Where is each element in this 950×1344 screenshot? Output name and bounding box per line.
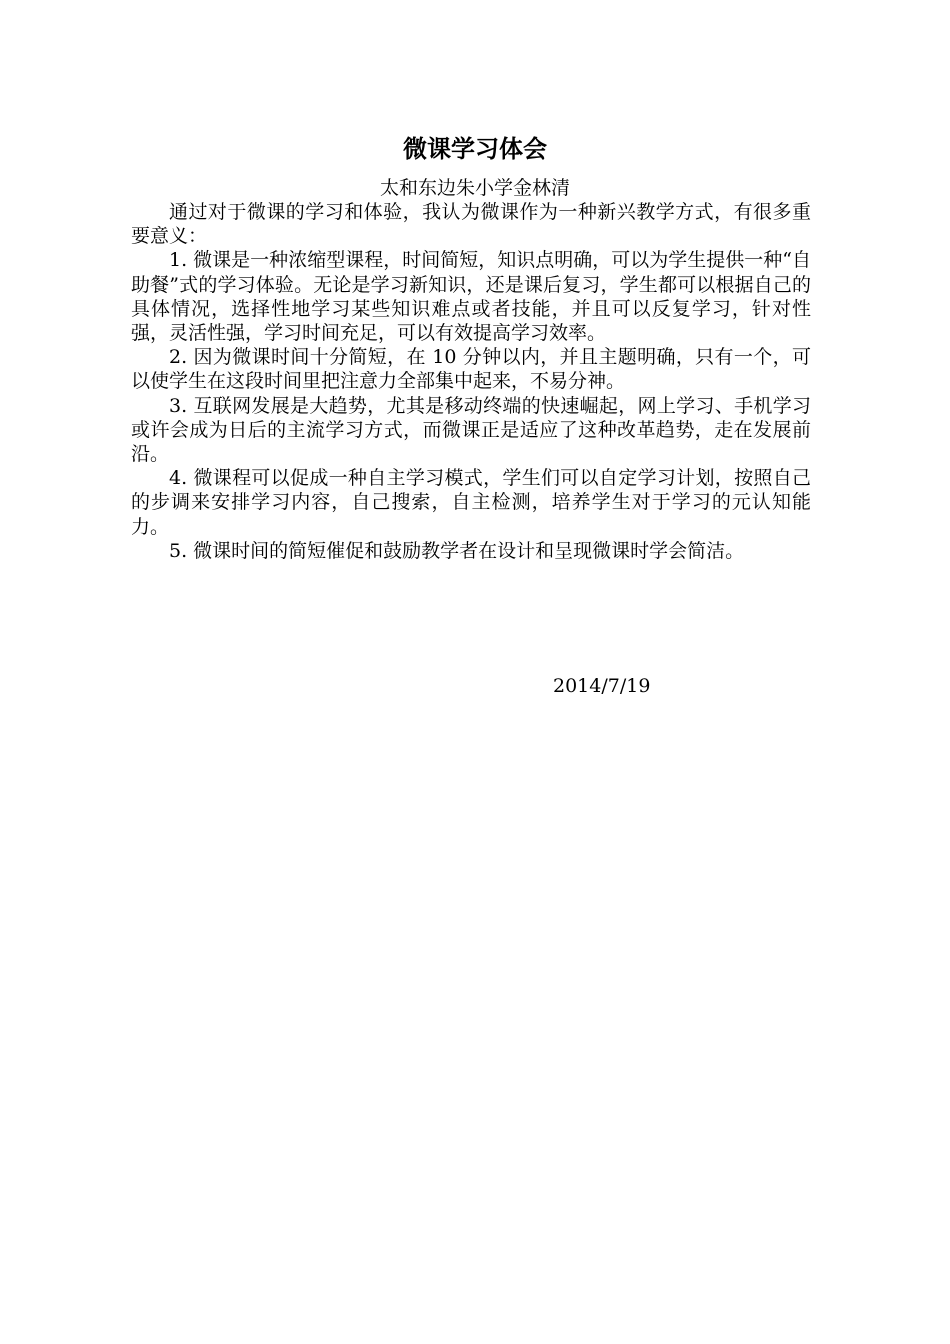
point-paragraph-3: 3. 互联网发展是大趋势，尤其是移动终端的快速崛起，网上学习、手机学习或许会成为日后的主流学习方式，而微课正是适应了这种改革趋势，走在发展前沿。 (131, 394, 811, 466)
intro-paragraph: 通过对于微课的学习和体验，我认为微课作为一种新兴教学方式，有很多重要意义： (131, 201, 811, 248)
document-title: 微课学习体会 (403, 135, 547, 163)
point-paragraph-2: 2. 因为微课时间十分简短，在 10 分钟以内，并且主题明确，只有一个，可以使学生在这段时间里把注意力全部集中起来，不易分神。 (131, 346, 811, 393)
point-paragraph-5: 5. 微课时间的简短催促和鼓励教学者在设计和呈现微课时学会简洁。 (169, 539, 745, 562)
point-paragraph-1: 1. 微课是一种浓缩型课程，时间简短，知识点明确，可以为学生提供一种“自助餐”式的学习体验。无论是学习新知识，还是课后复习，学生都可以根据自己的具体情况，选择性地学习某些知识难点或者技能，并且可以反复学习，针对性强，灵活性强，学习时间充足，可以有效提高学习效率。 (131, 249, 811, 345)
document-body (131, 200, 811, 563)
document-author: 太和东边朱小学金林清 (379, 177, 570, 199)
point-paragraph-4: 4. 微课程可以促成一种自主学习模式，学生们可以自定学习计划，按照自己的步调来安排学习内容，自己搜索，自主检测，培养学生对于学习的元认知能力。 (131, 467, 811, 538)
document-date: 2014/7/19 (553, 675, 651, 697)
